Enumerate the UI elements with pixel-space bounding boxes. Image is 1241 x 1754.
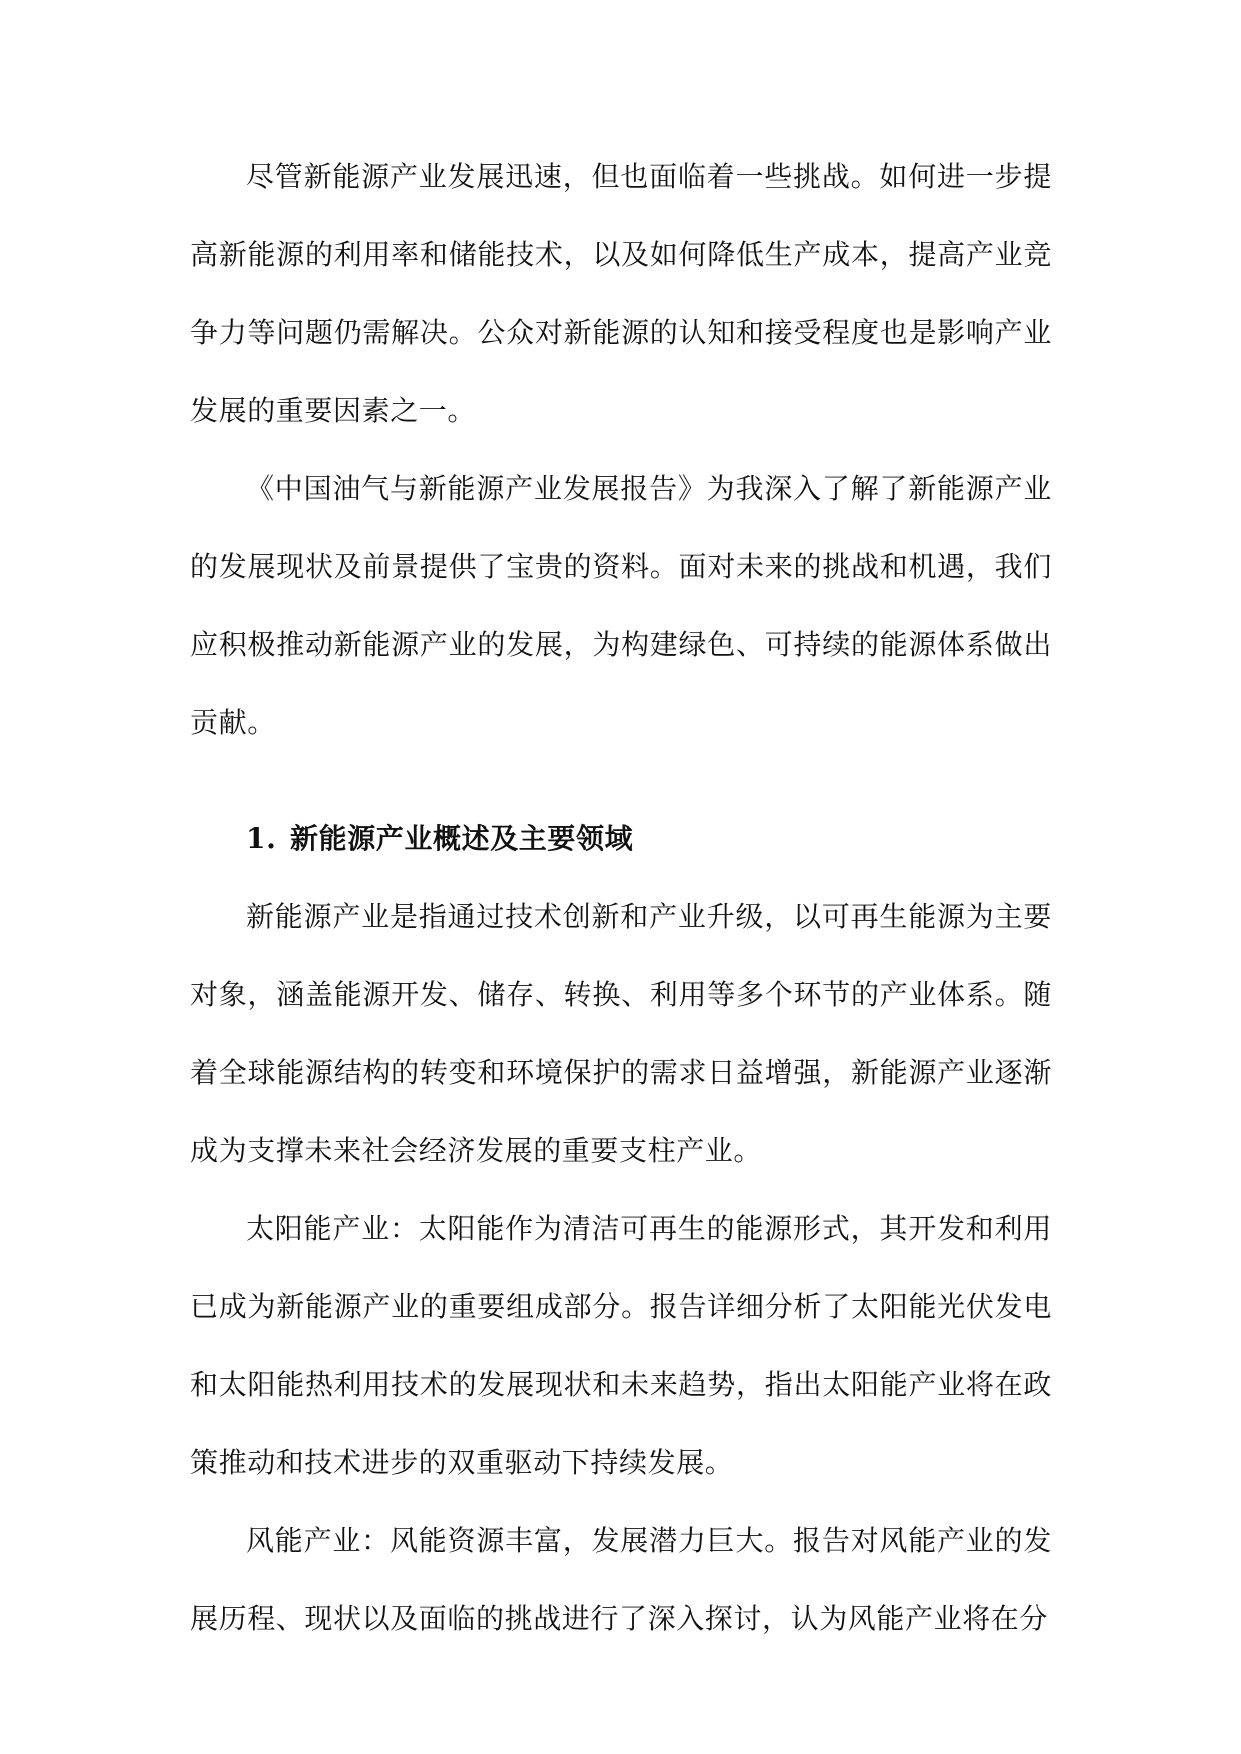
paragraph-solar-industry: 太阳能产业：太阳能作为清洁可再生的能源形式，其开发和利用已成为新能源产业的重要组成部分。报告详细分析了太阳能光伏发电和太阳能热利用技术的发展现状和未来趋势，指出太阳能产业将在政策推动和技术进步的双重驱动下持续发展。 <box>190 1212 1052 1479</box>
paragraph-report-summary: 《中国油气与新能源产业发展报告》为我深入了解了新能源产业的发展现状及前景提供了宝贵的资料。面对未来的挑战和机遇，我们应积极推动新能源产业的发展，为构建绿色、可持续的能源体系做出贡献。 <box>190 472 1052 739</box>
section-number: 1. <box>246 822 277 855</box>
paragraph-challenges: 尽管新能源产业发展迅速，但也面临着一些挑战。如何进一步提高新能源的利用率和储能技术，以及如何降低生产成本，提高产业竞争力等问题仍需解决。公众对新能源的认知和接受程度也是影响产业发展的重要因素之一。 <box>190 160 1052 427</box>
paragraph-industry-overview: 新能源产业是指通过技术创新和产业升级，以可再生能源为主要对象，涵盖能源开发、储存、转换、利用等多个环节的产业体系。随着全球能源结构的转变和环境保护的需求日益增强，新能源产业逐渐成为支撑未来社会经济发展的重要支柱产业。 <box>190 900 1052 1167</box>
paragraph-wind-industry: 风能产业：风能资源丰富，发展潜力巨大。报告对风能产业的发展历程、现状以及面临的挑战进行了深入探讨，认为风能产业将在分 <box>190 1524 1052 1635</box>
section-heading <box>190 800 1052 878</box>
document-body <box>190 138 1052 1658</box>
section-title: 新能源产业概述及主要领域 <box>290 822 634 855</box>
